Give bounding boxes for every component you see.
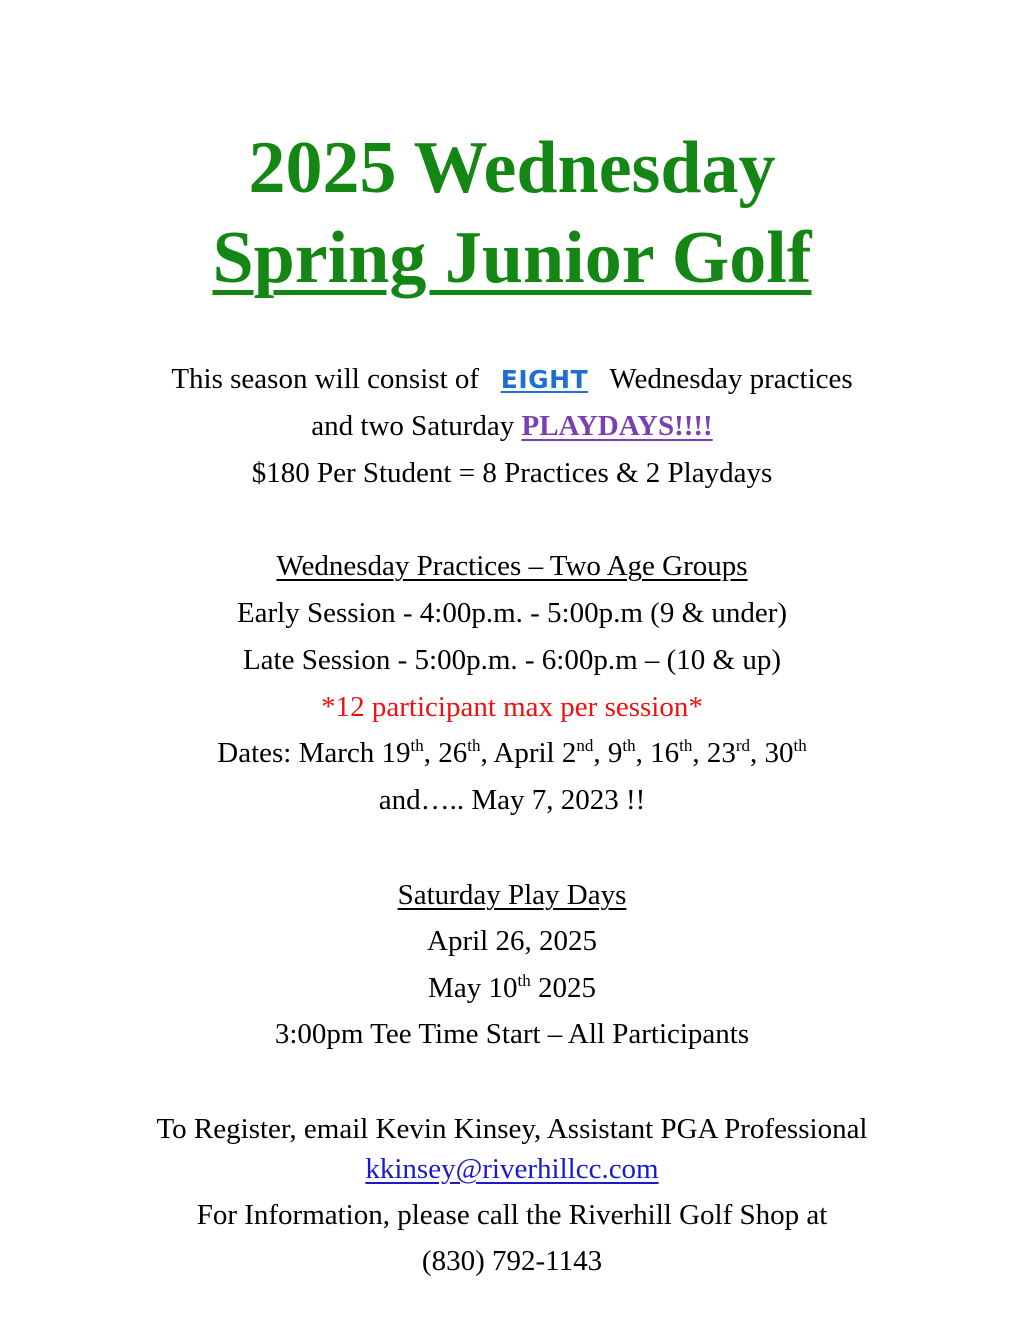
practices-heading	[0, 548, 1024, 584]
practice-dates	[0, 735, 1024, 771]
register-line: To Register, email Kevin Kinsey, Assistant PGA Professional	[156, 1113, 868, 1145]
date-sup-2: th	[467, 736, 481, 755]
eight-emphasis: EIGHT	[500, 365, 589, 394]
intro-line-1	[0, 361, 1024, 398]
playday-date2-suffix: 2025	[530, 972, 596, 1004]
date-part-5: , 16	[635, 737, 680, 769]
playdays-emphasis: PLAYDAYS!!!!	[521, 410, 713, 442]
date-part-4: , 9	[593, 737, 623, 769]
date-part-7: , 30	[750, 737, 794, 769]
date-part-6: , 23	[692, 737, 736, 769]
playday-date-1: April 26, 2025	[427, 925, 597, 957]
date-sup-7: th	[793, 736, 807, 755]
tee-time: 3:00pm Tee Time Start – All Participants	[274, 1018, 750, 1050]
date-sup-4: th	[622, 736, 636, 755]
date-sup-6: rd	[735, 736, 751, 755]
title-program: Spring Junior Golf	[212, 217, 812, 299]
playday-date-2	[0, 970, 1024, 1006]
intro-prefix: This season will consist of	[171, 363, 480, 395]
price-line: $180 Per Student = 8 Practices & 2 Playdays	[251, 457, 773, 489]
date-sup-3: nd	[576, 736, 594, 755]
playday-date2-sup: th	[517, 971, 531, 990]
title-year-day: 2025 Wednesday	[248, 127, 776, 209]
info-line: For Information, please call the Riverhill Golf Shop at	[196, 1199, 828, 1231]
playdays-heading-text: Saturday Play Days	[397, 879, 627, 911]
intro-suffix: Wednesday practices	[609, 363, 853, 395]
early-session: Early Session - 4:00p.m. - 5:00p.m (9 & under)	[236, 597, 788, 629]
email-line	[0, 1151, 1024, 1187]
date-part-2: , 26	[423, 737, 468, 769]
phone-number: (830) 792-1143	[421, 1245, 603, 1277]
practice-dates-final: and….. May 7, 2023 !!	[378, 784, 646, 816]
playday-date2-prefix: May 10	[428, 972, 518, 1004]
late-session: Late Session - 5:00p.m. - 6:00p.m – (10 & up)	[242, 644, 782, 676]
max-participants-note: *12 participant max per session*	[321, 691, 703, 723]
intro-line2-prefix: and two Saturday	[311, 410, 515, 442]
date-sup-1: th	[410, 736, 424, 755]
practices-heading-text: Wednesday Practices – Two Age Groups	[276, 550, 748, 582]
playdays-heading	[0, 877, 1024, 913]
date-part-1: Dates: March 19	[217, 737, 411, 769]
date-part-3: , April 2	[480, 737, 577, 769]
intro-line-2	[0, 408, 1024, 444]
date-sup-5: th	[679, 736, 693, 755]
email-link[interactable]: kkinsey@riverhillcc.com	[365, 1153, 659, 1185]
